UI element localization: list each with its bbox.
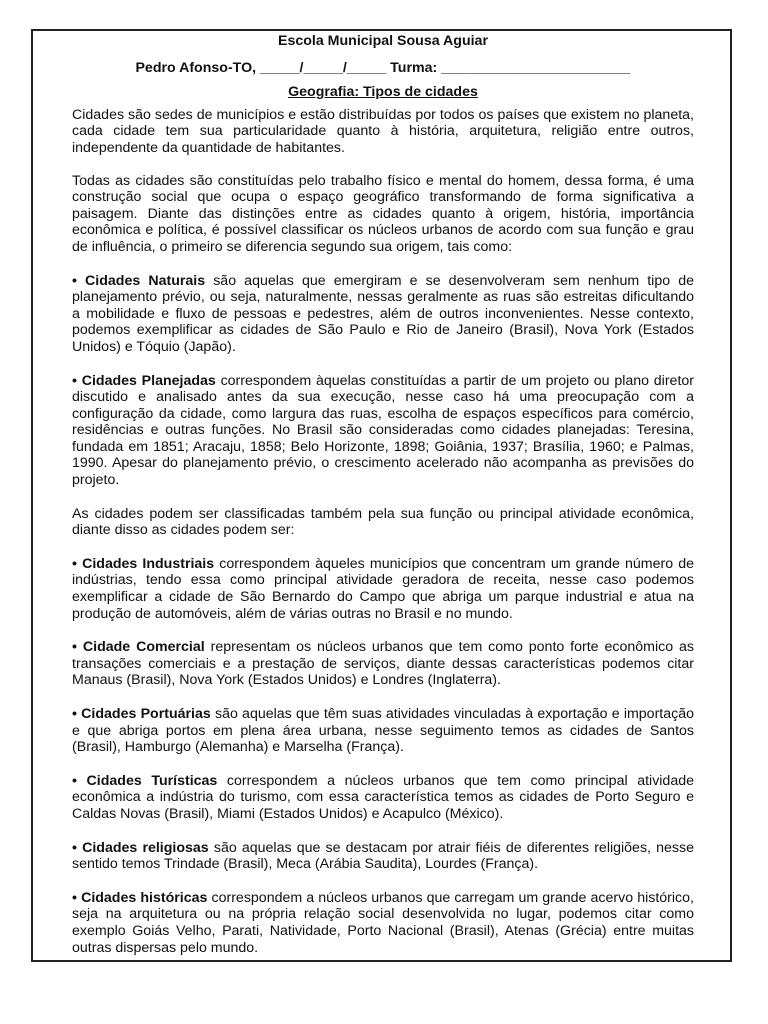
school-name: Escola Municipal Sousa Aguiar xyxy=(278,33,488,49)
text-cidades-turisticas: correspondem a núcleos urbanos que tem como principal atividade econômica a indústria do turismo, com essa característica temos as cidades de Porto Seguro e Caldas Novas (Brasil), Miami (Estados Unidos) e Acapulco (México). xyxy=(72,772,694,822)
text-cidades-planejadas: correspondem àquelas constituídas a partir de um projeto ou plano diretor discutido e analisado antes da sua execução, nesse caso há uma preocupação com a configuração da cidade, como largura das ruas, escolha de espaços específicos para comércio, residências e outras funções. No Brasil são consideradas como cidades planejadas: Teresina, fundada em 1851; Aracaju, 1858; Belo Horizonte, 1898; Goiânia, 1937; Brasília, 1960; e Palmas, 1990. Apesar do planejamento prévio, o crescimento acelerado não acompanha as previsões do projeto. xyxy=(72,372,694,489)
paragraph-cidade-comercial xyxy=(72,639,694,689)
paragraph-cidades-turisticas xyxy=(72,773,694,823)
subject-title: Geografia: Tipos de cidades xyxy=(288,84,478,101)
term-cidades-religiosas: • Cidades religiosas xyxy=(72,839,209,856)
term-cidades-naturais: • Cidades Naturais xyxy=(72,272,206,289)
document-body xyxy=(72,33,694,973)
text-cidades-portuarias: são aquelas que têm suas atividades vinculadas à exportação e importação e que abriga portos em plena área urbana, nesse seguimento temos as cidades de Santos (Brasil), Hamburgo (Alemanha) e Marselha (França). xyxy=(72,706,695,756)
city-date-class-line: Pedro Afonso-TO, _____/_____/_____ Turma: ________________________ xyxy=(135,59,631,76)
term-cidades-turisticas: • Cidades Turísticas xyxy=(72,772,218,789)
text-cidades-historicas: correspondem a núcleos urbanos que carregam um grande acervo histórico, seja na arquitetura ou na própria relação social desenvolvida no lugar, podemos citar como exemplo Goiás Velho, Parati, Natividade, Porto Nacional (Brasil), Atenas (Grécia) entre muitas outras dispersas pelo mundo. xyxy=(72,889,694,956)
term-cidades-portuarias: • Cidades Portuárias xyxy=(72,706,211,722)
paragraph-cidades-historicas xyxy=(72,890,694,956)
text-cidades-naturais: são aquelas que emergiram e se desenvolveram sem nenhum tipo de planejamento prévio, ou seja, naturalmente, nessas geralmente as ruas são estreitas dificultando a mobilidade e fluxo de pessoas e pedestres, além de outros inconvenientes. Nesse contexto, podemos exemplificar as cidades de São Paulo e Rio de Janeiro (Brasil), Nova York (Estados Unidos) e Tóquio (Japão). xyxy=(72,272,694,355)
text-cidade-comercial: representam os núcleos urbanos que tem como ponto forte econômico as transações comerciais e a prestação de serviços, diante dessas características podemos citar Manaus (Brasil), Nova York (Estados Unidos) e Londres (Inglaterra). xyxy=(72,639,694,689)
paragraph-cidades-religiosas xyxy=(72,840,694,873)
text-cidades-religiosas: são aquelas que se destacam por atrair fiéis de diferentes religiões, nesse sentido temos Trindade (Brasil), Meca (Arábia Saudita), Lourdes (França). xyxy=(72,839,694,873)
paragraph-cidades-portuarias xyxy=(72,706,694,756)
paragraph-cidades-planejadas xyxy=(72,373,694,489)
paragraph-cidades-industriais xyxy=(72,556,694,622)
paragraph-funcao: As cidades podem ser classificadas também pela sua função ou principal atividade econômica, diante disso as cidades podem ser: xyxy=(72,505,694,539)
term-cidades-historicas: • Cidades históricas xyxy=(72,889,208,906)
term-cidades-planejadas: • Cidades Planejadas xyxy=(72,372,216,389)
term-cidade-comercial: • Cidade Comercial xyxy=(72,639,205,656)
intro-paragraph-2: Todas as cidades são constituídas pelo trabalho físico e mental do homem, dessa forma, é uma construção social que ocupa o espaço geográfico transformando de forma significativa a paisagem. Diante das distinções entre as cidades quanto à origem, história, importância econômica e política, é possível classificar os núcleos urbanos de acordo com sua função e grau de influência, o primeiro se diferencia segundo sua origem, tais como: xyxy=(72,172,694,255)
term-cidades-industriais: • Cidades Industriais xyxy=(72,555,215,572)
text-cidades-industriais: correspondem àqueles municípios que concentram um grande número de indústrias, tendo essa como principal atividade geradora de receita, nesse caso podemos exemplificar a cidade de São Bernardo do Campo que abriga um parque industrial e atua na produção de automóveis, além de várias outras no Brasil e no mundo. xyxy=(72,555,694,622)
intro-paragraph-1: Cidades são sedes de municípios e estão distribuídas por todos os países que existem no planeta, cada cidade tem sua particularidade quanto à história, arquitetura, religião entre outros, independente da quantidade de habitantes. xyxy=(72,106,694,156)
paragraph-cidades-naturais xyxy=(72,273,694,356)
